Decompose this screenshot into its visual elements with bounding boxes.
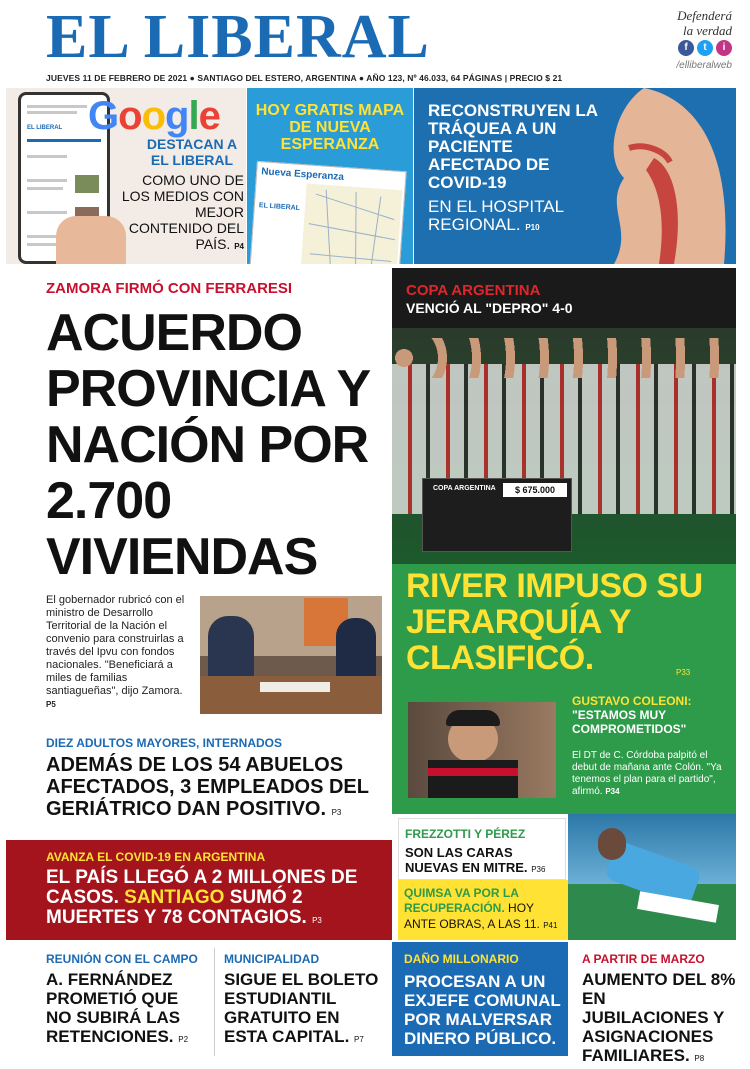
page-ref: P41	[543, 921, 558, 930]
abuelos-headline-text: ADEMÁS DE LOS 54 ABUELOS AFECTADOS, 3 EMPLEADOS DEL GERIÁTRICO DAN POSITIVO.	[46, 754, 369, 820]
bottom-story-3[interactable]	[392, 942, 568, 1065]
traquea-body-text: EN EL HOSPITAL REGIONAL.	[428, 197, 564, 234]
masthead	[0, 0, 750, 86]
tagline-line-2: la verdad	[683, 23, 732, 38]
phone-line	[27, 211, 67, 214]
check-label: COPA ARGENTINA	[433, 485, 496, 492]
coleoni-photo	[408, 702, 556, 798]
bottom-headline-text: SIGUE EL BOLETO ESTUDIANTIL GRATUITO EN ESTA CAPITAL.	[224, 970, 379, 1046]
page-ref: P8	[694, 1054, 705, 1063]
bottom-headline	[404, 972, 564, 1069]
frezzotti-body-text: SON LAS CARAS NUEVAS EN MITRE.	[405, 845, 528, 875]
instagram-icon[interactable]: i	[716, 40, 732, 56]
newspaper-logo[interactable]: EL LIBERAL	[46, 3, 430, 71]
quimsa-body-b: HOY ANTE OBRAS, A LAS 11.	[404, 901, 540, 931]
page-ref: P34	[605, 787, 620, 796]
page-ref: P3	[312, 916, 322, 925]
map-illustration	[300, 183, 402, 264]
coleoni-name: GUSTAVO COLEONI:	[572, 694, 692, 708]
quimsa-box[interactable]	[398, 880, 568, 940]
twitter-icon[interactable]: t	[697, 40, 713, 56]
phone-thumbnail	[75, 175, 99, 193]
check-amount: $ 675.000	[503, 483, 567, 497]
tagline	[632, 8, 732, 38]
phone-line	[27, 111, 77, 114]
river-headline[interactable]: RIVER IMPUSO SU JERARQUÍA Y CLASIFICÓ.	[406, 567, 703, 677]
quimsa-body	[404, 900, 566, 934]
coleoni-body	[572, 750, 734, 798]
prize-check	[422, 478, 572, 552]
page-ref: P3	[331, 808, 342, 817]
page-ref: P6	[404, 1056, 414, 1065]
traquea-headline: RECONSTRUYEN LA TRÁQUEA A UN PACIENTE AFECTADO DE COVID-19	[428, 101, 598, 192]
covid-headline-highlight: SANTIAGO	[124, 887, 225, 908]
main-body	[46, 594, 194, 711]
anatomy-illustration	[574, 88, 736, 264]
phone-brand: EL LIBERAL	[27, 125, 63, 131]
bottom-headline-text: PROCESAN A UN EXJEFE COMUNAL POR MALVERSAR DINERO PÚBLICO.	[404, 972, 561, 1048]
phone-line	[27, 139, 101, 142]
bottom-story-2[interactable]	[224, 952, 384, 1049]
google-body-text: COMO UNO DE LOS MEDIOS CON MEJOR CONTENIDO DEL PAÍS.	[121, 172, 244, 252]
bottom-story-1[interactable]	[46, 952, 206, 1049]
phone-line	[27, 187, 63, 190]
social-handle[interactable]: /elliberalweb	[676, 60, 732, 71]
covid-kicker: AVANZA EL COVID-19 EN ARGENTINA	[46, 850, 266, 864]
main-kicker: ZAMORA FIRMÓ CON FERRARESI	[46, 280, 293, 297]
map-card-brand: EL LIBERAL	[258, 202, 301, 213]
bottom-kicker: DAÑO MILLONARIO	[404, 952, 519, 966]
map-card-title: Nueva Esperanza	[260, 166, 345, 183]
google-logo: Google	[88, 94, 220, 138]
facebook-icon[interactable]: f	[678, 40, 694, 56]
dateline: JUEVES 11 DE FEBRERO DE 2021 ● SANTIAGO DEL ESTERO, ARGENTINA ● AÑO 123, Nº 46.033, 64 PÁGINAS | PRECIO $ 21	[46, 73, 563, 83]
teaser-traquea[interactable]	[414, 88, 736, 264]
teaser-mapa[interactable]	[247, 88, 413, 264]
bottom-story-4[interactable]	[582, 952, 736, 1068]
covid-headline-c: SUMÓ 2 MUERTES Y 78 CONTAGIOS.	[46, 887, 307, 928]
coleoni-quote[interactable]: "ESTAMOS MUY COMPROMETIDOS"	[572, 708, 687, 736]
page-ref: P33	[676, 668, 691, 677]
quimsa-body-a: RECUPERACIÓN.	[404, 901, 505, 915]
bottom-headline-text: A. FERNÁNDEZ PROMETIÓ QUE NO SUBIRÁ LAS RETENCIONES.	[46, 970, 181, 1046]
frezzotti-box[interactable]	[398, 818, 566, 880]
copa-subtitle: VENCIÓ AL "DEPRO" 4-0	[406, 300, 573, 316]
bottom-kicker: REUNIÓN CON EL CAMPO	[46, 952, 198, 966]
page-ref: P10	[525, 223, 540, 232]
bottom-headline	[46, 970, 206, 1049]
tagline-line-1: Defenderá	[677, 8, 732, 23]
frezzotti-body	[405, 845, 565, 877]
copa-label: COPA ARGENTINA	[406, 282, 541, 299]
coleoni-body-text: El DT de C. Córdoba palpitó el debut de mañana ante Colón. "Ya tenemos el plan para el partido", afirmó.	[572, 750, 722, 797]
basketball-photo	[568, 814, 736, 940]
river-team-photo[interactable]	[392, 268, 736, 564]
covid-band[interactable]	[6, 840, 392, 940]
google-body	[112, 172, 244, 255]
column-divider	[214, 948, 215, 1056]
quimsa-kicker: QUIMSA VA POR LA	[404, 886, 519, 900]
google-headline: DESTACAN A EL LIBERAL	[146, 136, 238, 168]
page-ref: P5	[46, 700, 56, 709]
main-body-text: El gobernador rubricó con el ministro de Desarrollo Territorial de la Nación el convenio para construirlas a través del Ipvu con fondos nacionales. "Beneficiará a miles de familias santiagueñas", dijo Zamora.	[46, 594, 185, 697]
teaser-google[interactable]	[6, 88, 246, 264]
map-card	[249, 161, 406, 264]
abuelos-kicker: DIEZ ADULTOS MAYORES, INTERNADOS	[46, 736, 283, 750]
signing-photo	[200, 596, 382, 714]
traquea-body	[428, 198, 598, 237]
bottom-kicker: MUNICIPALIDAD	[224, 952, 320, 966]
page-ref: P2	[178, 1035, 189, 1044]
abuelos-headline[interactable]	[46, 754, 386, 824]
mapa-headline: HOY GRATIS MAPA DE NUEVA ESPERANZA	[255, 102, 405, 153]
page-ref: P36	[531, 865, 546, 874]
main-headline[interactable]: ACUERDO PROVINCIA Y NACIÓN POR 2.700 VIVIENDAS	[46, 304, 370, 586]
bottom-headline-text: AUMENTO DEL 8% EN JUBILACIONES Y ASIGNACIONES FAMILIARES.	[582, 970, 736, 1065]
river-section	[392, 564, 736, 814]
phone-line	[27, 155, 67, 158]
covid-headline	[46, 868, 392, 931]
covid-headline-a: EL PAÍS LLEGÓ A 2 MILLONES DE CASOS.	[46, 867, 358, 908]
phone-line	[27, 105, 87, 108]
page-ref: P4	[234, 242, 244, 251]
page-ref: P7	[354, 1035, 364, 1044]
frezzotti-kicker: FREZZOTTI Y PÉREZ	[405, 827, 526, 841]
phone-line	[27, 179, 67, 182]
bottom-kicker: A PARTIR DE MARZO	[582, 952, 705, 966]
bottom-headline	[582, 970, 736, 1068]
bottom-headline	[224, 970, 384, 1049]
